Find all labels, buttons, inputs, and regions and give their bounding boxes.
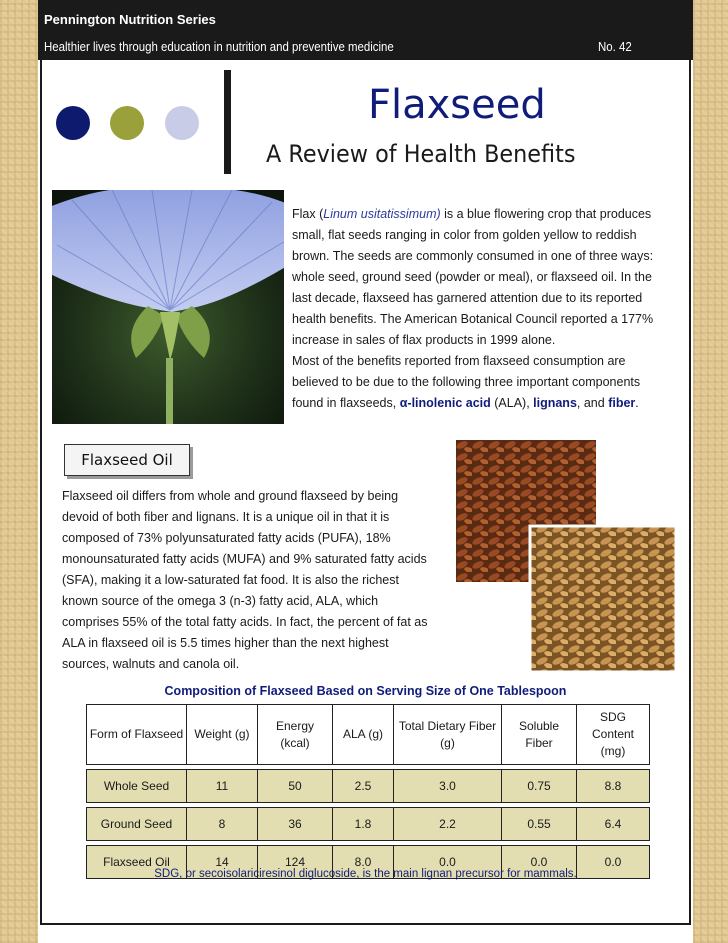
intro-text: Flax (Linum usitatissimum) is a blue flowering crop that produces small, flat seeds ranging in color from golden yellow to reddish brown. The seeds are commonly consumed in one of three ways: whole seed, ground seed (powder or meal), or flaxseed oil. In the last decade, flaxseed has garnered attention due to its reported health benefits. The American Botanical Council reported a 177% increase in sales of flax products in 1999 alone. Most of the benefits reported from flaxseed consumption are believed to be due to the following three important components found in flaxseeds, α-linolenic acid (ALA), lignans, and fiber. [292,207,654,410]
lignans-term: lignans [533,396,577,410]
cell: 0.0 [394,846,502,879]
cell: 3.0 [394,770,502,803]
cell: 0.55 [502,808,577,841]
cell: 8.0 [333,846,394,879]
flax-seeds-image [456,440,676,672]
footnote: SDG, or secoisolariciresinol diglucoside, is the main lignan precursor for mammals. [154,868,577,880]
header-bar [38,0,693,60]
table-header-row [87,705,650,765]
cell: 8.8 [577,770,650,803]
title-divider [224,70,231,174]
cell: 11 [187,770,258,803]
cell: 1.8 [333,808,394,841]
cell: 2.2 [394,808,502,841]
ala-term: α-linolenic acid [399,396,491,410]
col-weight: Weight (g) [187,705,258,765]
cell: 0.0 [577,846,650,879]
flax-flower-image [52,190,284,424]
cell: Ground Seed [87,808,187,841]
cell: Flaxseed Oil [87,846,187,879]
lavender-dot-icon [165,106,199,140]
col-soluble-fiber: Soluble Fiber [502,705,577,765]
olive-dot-icon [110,106,144,140]
cell: 6.4 [577,808,650,841]
cell: Whole Seed [87,770,187,803]
series-name: Pennington Nutrition Series [44,12,216,27]
cell: 124 [258,846,333,879]
col-form: Form of Flaxseed [87,705,187,765]
table-row [87,770,650,803]
navy-dot-icon [56,106,90,140]
cell: 2.5 [333,770,394,803]
table-title: Composition of Flaxseed Based on Serving Size of One Tablespoon [164,684,567,698]
issue-number: No. 42 [598,39,632,54]
tagline: Healthier lives through education in nutrition and preventive medicine [44,39,394,54]
cell: 14 [187,846,258,879]
section-heading-flaxseed-oil: Flaxseed Oil [64,444,190,476]
cell: 50 [258,770,333,803]
col-sdg: SDG Content (mg) [577,705,650,765]
scientific-name: Linum usitatissimum) [323,207,441,221]
newsletter-page [38,0,693,943]
cell: 36 [258,808,333,841]
col-ala: ALA (g) [333,705,394,765]
fiber-term: fiber [608,396,636,410]
cell: 0.75 [502,770,577,803]
col-total-fiber: Total Dietary Fiber (g) [394,705,502,765]
table-row [87,808,650,841]
cell: 8 [187,808,258,841]
composition-table [86,704,650,879]
page-title: Flaxseed [368,82,546,128]
cell: 0.0 [502,846,577,879]
flaxseed-oil-text: Flaxseed oil differs from whole and ground flaxseed by being devoid of both fiber and lignans. It is a unique oil in that it is composed of 73% polyunsaturated fatty acids (PUFA), 18% monounsaturated fatty acids (MUFA) and 9% saturated fatty acids (SFA), making it a low-saturated fat food. It is also the richest known source of the omega 3 (n-3) fatty acid, ALA, which comprises 55% of the total fatty acids. In fact, the percent of fat as ALA in flaxseed oil is 5.5 times higher than the next highest sources, walnuts and canola oil. [62,489,428,671]
col-energy: Energy (kcal) [258,705,333,765]
page-subtitle: A Review of Health Benefits [266,140,576,168]
